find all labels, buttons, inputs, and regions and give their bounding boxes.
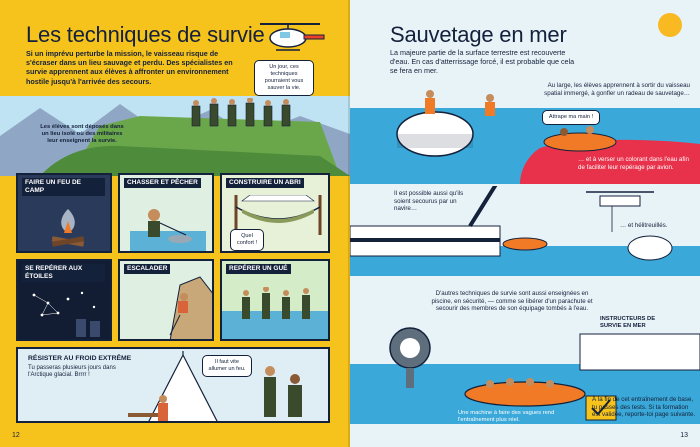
panel-cold-text: Tu passeras plusieurs jours dans l'Arctique glacial. Brrrr ! (28, 365, 116, 379)
fish-icon (130, 201, 206, 251)
constellation-icon (24, 285, 108, 339)
dropped-note: Les élèves sont déposés dans un lieu isolé où des militaires leur enseignent la survie. (40, 124, 124, 144)
sun-icon (655, 10, 685, 40)
panel-shelter-title: CONSTRUIRE UN ABRI (226, 178, 304, 188)
catch-hand-bubble: Attrape ma main ! (542, 110, 600, 125)
panel-cold-title: RÉSISTER AU FROID EXTRÊME (28, 355, 132, 362)
panel-cold (16, 347, 330, 423)
soldiers-group (188, 98, 298, 132)
left-page-number: 12 (12, 432, 20, 439)
panel-ford-title: REPÉRER UN GUÉ (226, 264, 291, 274)
plants-speech-bubble: Un jour, ces techniques pourraient vous sauver la vie. (254, 60, 314, 96)
ship-note: Il est possible aussi qu'ils soient secourus par un navire… (394, 190, 464, 213)
right-page-intro: La majeure partie de la surface terrestre est recouverte d'eau. En cas d'atterrissage forcé, il est probable que cela se fera en mer. (390, 48, 575, 76)
panel-hunt-title: CHASSER ET PÊCHER (124, 178, 201, 188)
panel-ford (220, 259, 330, 341)
panel-climb (118, 259, 214, 341)
panel-shelter (220, 173, 330, 253)
panel-hunt (118, 173, 214, 253)
panel-campfire (16, 173, 112, 253)
panel-stars (16, 259, 112, 341)
wave-machine-note: Une machine à faire des vagues rend l'entraînement plus réel. (458, 410, 555, 423)
heli-note: … et hélitreuillés. (620, 222, 668, 229)
pool-note: D'autres techniques de survie sont aussi enseignées en piscine, en sécurité, — comme se libérer d'un parachute et secourir des membres de son équipage tombés à l'eau. (431, 290, 593, 313)
campfire-icon (38, 203, 98, 251)
right-page-number: 13 (680, 432, 688, 439)
dye-note: … et à verser un colorant dans l'eau afin de faciliter leur repérage par avion. (578, 156, 689, 171)
rock-icon (150, 275, 214, 341)
river-icon (222, 287, 330, 341)
soldiers-snow (258, 355, 328, 421)
shelter-speech-bubble: Quel confort ! (230, 229, 264, 251)
panel-campfire-title: FAIRE UN FEU DE CAMP (22, 178, 105, 196)
final-note: À la fin de cet entraînement de base, tu passes des tests. Si ta formation est validée, reporte-toi page suivante. (592, 396, 696, 419)
left-page-intro: Si un imprévu perturbe la mission, le vaisseau risque de s'écraser dans un lieu sauvage et perdu. Des spécialistes en survie apprennent aux élèves à affronter un environnement hostile jusqu'à l'arrivée des secours. (26, 49, 233, 86)
offshore-note: Au large, les élèves apprennent à sortir du vaisseau spatial immergé, à gonfler un radeau de sauvetage… (544, 82, 690, 97)
panel-stars-title: SE REPÉRER AUX ÉTOILES (22, 264, 105, 282)
instructors-label: INSTRUCTEURS DE SURVIE EN MER (600, 316, 656, 329)
panel-climb-title: ESCALADER (124, 264, 170, 274)
helicopter-icon (250, 18, 330, 58)
cold-speech-bubble: Il faut vite allumer un feu. (202, 355, 252, 377)
right-page (350, 0, 700, 447)
left-page-title: Les techniques de survie (26, 22, 265, 47)
right-page-title: Sauvetage en mer (390, 22, 567, 47)
